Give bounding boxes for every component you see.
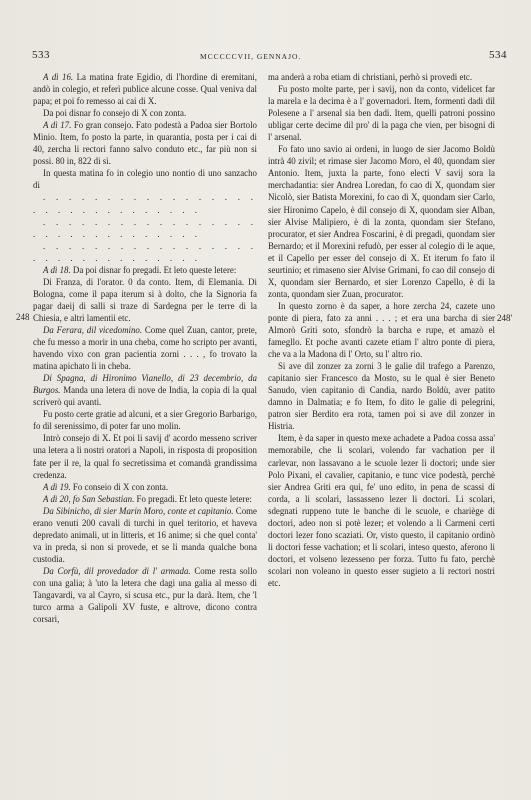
left-text-column — [33, 71, 257, 625]
right-margin-number: 248' — [497, 313, 513, 323]
paragraph-text: Come quel Zuan, cantor, prete, che fu messo a morir in una cheba, come ho scripto per avanti, havendo vixo con gran pacientia zorni . . . , fo trovato la matina apichato li in cheba. — [33, 324, 257, 372]
paragraph — [33, 432, 257, 480]
paragraph-text: Si ave dil zonzer za zorni 3 le galie dil trafego a Parenzo, capitanio sier Francesco da Mosto, su le qual è sier Beneto Sanudo, vien capitanio di Candia, nardo Boldù, aver patito damno in Dalmatia; e fo Item, fo dito le galie di pelegrini, patron sier Berdito era rota, tamen poi si ave dil zonzer in Histria. — [268, 361, 495, 432]
paragraph — [268, 83, 495, 143]
ellipsis-line: . . . . . . . . . . . . . . . . . . . . . . . . . . . . . . . — [33, 240, 257, 263]
paragraph-text: Da poi disnar fo consejo di X con zonta. — [43, 108, 187, 119]
paragraph — [33, 216, 257, 240]
paragraph — [268, 300, 495, 360]
paragraph — [33, 565, 257, 625]
paragraph — [33, 372, 257, 408]
paragraph — [33, 481, 257, 493]
ellipsis-line: . . . . . . . . . . . . . . . . . . . . . . . . . . . . . . . — [33, 216, 257, 239]
paragraph-text: La matina frate Egidio, di l'hordine di eremitani, andò in colegio, et referì publice alcune cosse. Qual veniva dal papa; et poi fo remesso ai cai di X. — [33, 72, 257, 107]
paragraph-text: Da poi disnar fo pregadi. Et leto queste letere: — [70, 264, 237, 275]
paragraph-text: Come resta sollo con una galia; à 'uto la letera che dagi una galia al messo di Tangavardi, va al Cayro, si scusa etc., pur la darà. Item, che 'l turco arma a Galipoli XV fuste, e altrove, dicono contra corsari, — [33, 565, 257, 625]
italic-heading: A dì 16. — [43, 72, 74, 82]
paragraph-text: Fo pregadi. Et leto queste letere: — [134, 493, 252, 504]
paragraph-text: ma anderà a roba etiam di christiani, perhò si provedi etc. — [268, 72, 473, 82]
paragraph-text: In questo zorno è da saper, a hore zercha 24, cazete uno ponte di piera, fato za anni . . . ; et era una barcha di sier Almorò Griti soto, sfondrò la barcha e rupe, et amazò el famegllo. Et poche avanti cazete etiam l' altro ponte di piera, che va a la Madona di l' Orto, su l' altro rio. — [268, 300, 495, 360]
paragraph-text: Fo conseio di X con zonta. — [70, 481, 169, 492]
paragraph — [33, 324, 257, 372]
italic-heading: A dì 20, fo San Sebastian. — [43, 493, 135, 504]
italic-heading: Da Corfù, dil provedador di l' armada. — [43, 565, 191, 576]
paragraph — [33, 119, 257, 167]
paragraph-text: Intrò consejo di X. Et poi li savij d' acordo messeno scriver una letera a li nostri oratori a Napoli, in risposta di proposition fate per il re, la qual fo secretissima et comandà grandissima credenza. — [33, 433, 257, 480]
italic-heading: A dì 18. — [43, 264, 71, 275]
paragraph — [33, 505, 257, 565]
paragraph — [268, 143, 495, 300]
paragraph-text: Item, è da saper in questo mexe achadete a Padoa cossa assa' memorabile, che li scolari, volendo far vachation per il carlevar, non lassavano a le scuole lezer li doctori; unde sier Polo Pixani, el cavalier, capitanio, e tunc vice podestà, perchè sier Andrea Griti era qui, fe' uno edito, in pena de scassi di corda, a li scolari, lassasseno lezer li doctori. Li scolari, sdegnati ruppeno tute le banche di le scuole, e chariège di doctori, adeo non si potè lezer; et volendo a li Carmeni certi doctori lezer fono scaziati. Or, visto questo, il capitanio ordinò li doctori fesse vachation; et li scolari, inteso questo, aferono li doctori, et volseno lezesseno per forza. Tutto fu fato, perchè scolari non voleano in questo esser sugieto a li rectori nostri etc. — [268, 433, 495, 588]
paragraph-text: Di Franza, di l'orator. 0 da conto. Item, di Elemania. Di Bologna, come il papa iterum si à dolto, che la Signoria fa pagar daeij di salli si traze di Sardegna per le terre di la Chiesia, e altri lamentii etc. — [33, 276, 257, 323]
paragraph — [268, 432, 495, 589]
italic-heading: Da Sibinicho, di sier Marin Moro, conte et capitanio. — [43, 505, 234, 516]
paragraph — [33, 264, 257, 276]
paragraph — [33, 167, 257, 191]
paragraph-text: In questa matina fo in colegio uno nontio di uno sanzacho di — [33, 168, 257, 191]
paragraph — [33, 107, 257, 119]
paragraph — [33, 240, 257, 264]
paragraph-text: Fo fato uno savio ai ordeni, in luogo de sier Jacomo Boldù intrà 40 zivil; et rimase sier Jacomo Moro, el 40, quondam sier Antonio. Item, juxta la parte, fono electi V savij sora la merchadantia: sier Andrea Loredan, fo cao di X, quondam sier Nicolò, sier Batista Morexini, fo cao di X, quondam sier Carlo, sier Hironimo Capelo, è dil consejo di X, quondam sier Alban, sier Alvise Malipiero, è di la zonta, quondam sier Stefano, procurator, et sier Andrea Foscarini, è di pregadi, quondam sier Bernardo; et il Morexini refudò, per esser al colegio di le aque, et il Capello per esser del consejo di X. Et iterum fo fato il seurtinio; et rimaseno sier Alvise Grimani, fo cao dil consejo di X, quondam sier Bernardo, et sier Lorenzo Capello, è di la zonta, quondam sier Zuan, procurator. — [268, 144, 495, 299]
right-text-column — [268, 71, 495, 589]
paragraph-text: Manda una letera di nove de India, la copia di la qual scriverò qui avanti. — [33, 385, 257, 408]
paragraph — [268, 360, 495, 432]
left-margin-number: 248 — [16, 312, 30, 322]
right-page-number: 534 — [489, 49, 507, 61]
paragraph-text: Fu posto certe gratie ad alcuni, et a sier Gregorio Barbarigo, fo dil serenissimo, di poter far uno molin. — [33, 409, 257, 432]
paragraph-text: Come erano venuti 200 cavali di turchi in quel teritorio, et haveva depredato animali, ut in litteris, et 16 anime; si che quel conta' va in preda, si non si provede, et se li manda qualche bona custodia. — [33, 505, 257, 564]
running-header: MCCCCCVII, GENNAJO. — [200, 52, 302, 61]
italic-heading: A dì 19. — [43, 481, 71, 492]
paragraph — [33, 191, 257, 215]
italic-heading: A dì 17. — [43, 120, 72, 131]
italic-heading: Da Ferara, dil vicedomino. — [43, 324, 143, 335]
paragraph-text: Fu posto molte parte, per i savij, non da conto, videlicet far la marela e la decima è a l' governadori. Item, formenti dadi dil Polesene a l' arsenal sia ben dadi. Item, quelli patroni possino ubligar certe decime dil pro' di la paga che vien, per bisogni di l' arsenal. — [268, 84, 495, 143]
paragraph — [33, 408, 257, 432]
paragraph — [33, 493, 257, 505]
left-page-number: 533 — [32, 49, 50, 61]
italic-heading: Di Spagna, di Hironimo Vianello, di 23 decembrio, da Burgos. — [33, 373, 257, 396]
paragraph — [33, 276, 257, 324]
paragraph-text: Fo gran consejo. Fato podestà a Padoa sier Bortolo Minio. Item, fo posto la parte, in quarantia, posta per i cai di 40, zercha li rectori fanno salvo conduto etc., far più non si possi. 80 in, 822 di sì. — [33, 120, 257, 167]
ellipsis-line: . . . . . . . . . . . . . . . . . . . . . . . . . . . . . . . — [33, 192, 257, 215]
paragraph — [268, 71, 495, 83]
paragraph — [33, 71, 257, 107]
